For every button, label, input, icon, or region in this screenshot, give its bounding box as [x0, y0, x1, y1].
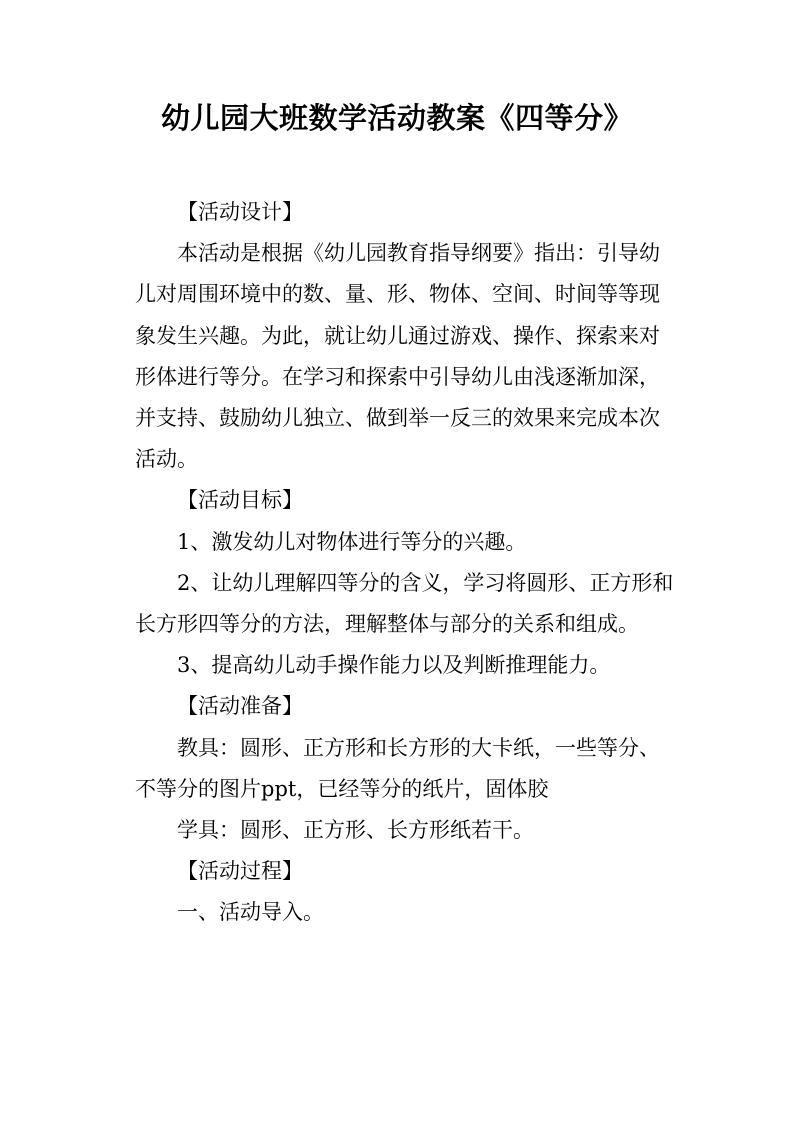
document-title: 幼儿园大班数学活动教案《四等分》: [160, 101, 633, 135]
process-step-1: 一、活动导入。: [177, 900, 324, 925]
section-heading-design: 【活动设计】: [177, 200, 303, 224]
section-heading-goals: 【活动目标】: [177, 488, 303, 513]
goal-item-1: 1、激发幼儿对物体进行等分的兴趣。: [177, 529, 527, 554]
section-heading-process: 【活动过程】: [177, 859, 303, 884]
document-body: [135, 192, 675, 934]
section-heading-preparation: 【活动准备】: [177, 694, 303, 719]
preparation-student: 学具：圆形、正方形、长方形纸若干。: [177, 818, 534, 843]
design-paragraph: 本活动是根据《幼儿园教育指导纲要》指出：引导幼儿对周围环境中的数、量、形、物体、空间、时间等等现象发生兴趣。为此，就让幼儿通过游戏、操作、探索来对形体进行等分。在学习和探索中引导幼儿由浅逐渐加深，并支持、鼓励幼儿独立、做到举一反三的效果来完成本次活动。: [135, 241, 660, 472]
goal-item-3: 3、提高幼儿动手操作能力以及判断推理能力。: [177, 653, 611, 678]
goal-item-2: 2、让幼儿理解四等分的含义，学习将圆形、正方形和长方形四等分的方法，理解整体与部分的关系和组成。: [135, 570, 674, 637]
preparation-teacher: 教具：圆形、正方形和长方形的大卡纸，一些等分、不等分的图片ppt，已经等分的纸片，固体胶: [135, 735, 660, 801]
